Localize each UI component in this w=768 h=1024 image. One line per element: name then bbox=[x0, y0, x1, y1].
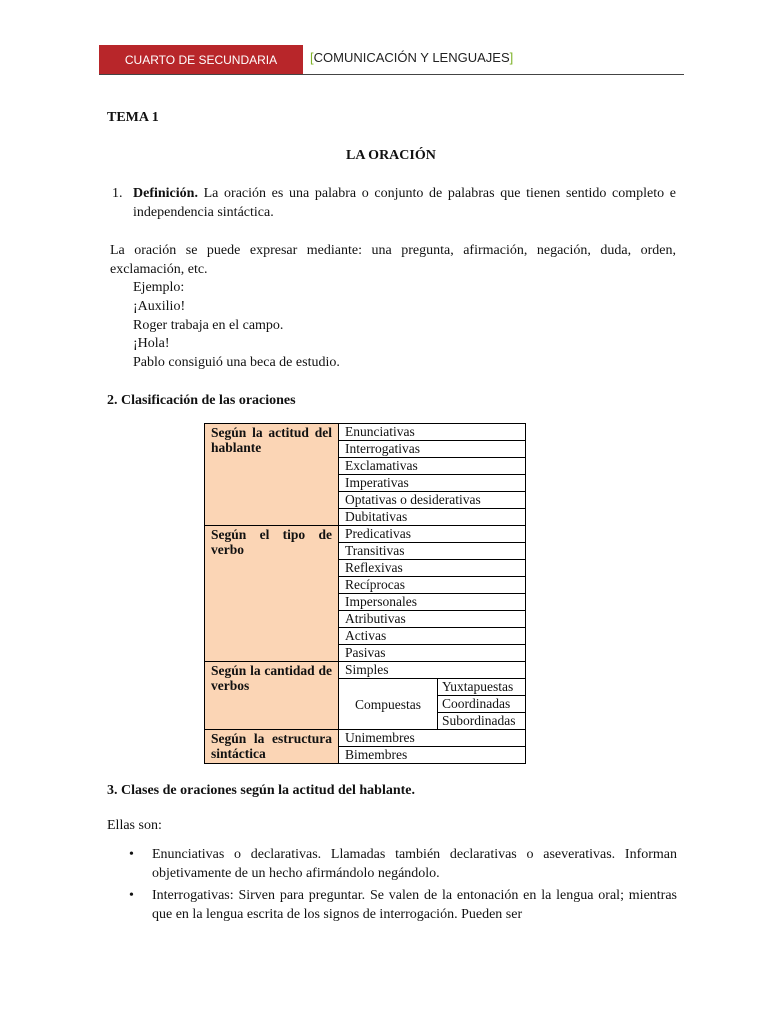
table-cell: Simples bbox=[339, 662, 526, 679]
category-tipo-verbo: Según el tipo de verbo bbox=[205, 526, 339, 662]
table-cell: Bimembres bbox=[339, 747, 526, 764]
page-title: LA ORACIÓN bbox=[346, 148, 436, 163]
definicion-number: 1. bbox=[112, 186, 123, 201]
definicion-text: La oración es una palabra o conjunto de palabras que tienen sentido completo e independencia sintáctica. bbox=[133, 186, 677, 220]
category-cantidad: Según la cantidad de verbos bbox=[205, 662, 339, 730]
list-item bbox=[107, 845, 677, 883]
table-cell: Yuxtapuestas bbox=[438, 679, 526, 696]
table-cell: Predicativas bbox=[339, 526, 526, 543]
ellas-son: Ellas son: bbox=[107, 818, 162, 833]
clasificacion-heading: 2. Clasificación de las oraciones bbox=[107, 393, 296, 408]
header-grade: CUARTO DE SECUNDARIA bbox=[124, 53, 278, 67]
table-cell: Impersonales bbox=[339, 594, 526, 611]
bullet-icon: • bbox=[129, 888, 134, 903]
ejemplo-label: Ejemplo: bbox=[133, 280, 185, 295]
table-cell: Reflexivas bbox=[339, 560, 526, 577]
definicion-paragraph bbox=[133, 184, 676, 222]
table-cell: Imperativas bbox=[339, 475, 526, 492]
table-cell: Recíprocas bbox=[339, 577, 526, 594]
table-cell: Optativas o desiderativas bbox=[339, 492, 526, 509]
header-subject bbox=[310, 50, 513, 65]
category-actitud: Según la actitud del hablante bbox=[205, 424, 339, 526]
ejemplo-item: ¡Auxilio! bbox=[133, 299, 186, 314]
category-estructura: Según la estructura sintáctica bbox=[205, 730, 339, 764]
table-cell: Subordinadas bbox=[438, 713, 526, 730]
bracket-close: ] bbox=[509, 50, 514, 65]
list-item-text: Interrogativas: Sirven para preguntar. Se valen de la entonación en la lengua oral; mientras que en la lengua escrita de los signos de interrogación. Pueden ser bbox=[152, 888, 677, 922]
ejemplo-item: ¡Hola! bbox=[133, 336, 170, 351]
table-cell: Coordinadas bbox=[438, 696, 526, 713]
list-item-text: Enunciativas o declarativas. Llamadas también declarativas o aseverativas. Informan objetivamente de un hecho afirmándolo negándolo. bbox=[152, 847, 677, 881]
header-rule bbox=[99, 74, 684, 75]
table-cell: Enunciativas bbox=[339, 424, 526, 441]
bracket-open: [ bbox=[310, 50, 314, 65]
tema-label: TEMA 1 bbox=[107, 110, 159, 125]
bullet-list bbox=[107, 845, 677, 927]
bullet-icon: • bbox=[129, 847, 134, 862]
table-cell: Atributivas bbox=[339, 611, 526, 628]
table-cell: Activas bbox=[339, 628, 526, 645]
ejemplo-item: Pablo consiguió una beca de estudio. bbox=[133, 355, 340, 370]
compuestas-cell: Compuestas bbox=[339, 679, 438, 730]
table-cell: Interrogativas bbox=[339, 441, 526, 458]
classification-table bbox=[204, 423, 526, 764]
table-cell: Pasivas bbox=[339, 645, 526, 662]
table-cell: Transitivas bbox=[339, 543, 526, 560]
table-cell: Exclamativas bbox=[339, 458, 526, 475]
expresar-paragraph: La oración se puede expresar mediante: una pregunta, afirmación, negación, duda, orden, exclamación, etc. bbox=[110, 243, 676, 277]
table-cell: Dubitativas bbox=[339, 509, 526, 526]
list-item bbox=[107, 886, 677, 924]
header-subject-label: COMUNICACIÓN Y LENGUAJES bbox=[313, 50, 510, 65]
table-cell: Unimembres bbox=[339, 730, 526, 747]
clases-heading: 3. Clases de oraciones según la actitud del hablante. bbox=[107, 783, 416, 798]
definicion-label: Definición. bbox=[133, 186, 198, 201]
ejemplo-item: Roger trabaja en el campo. bbox=[133, 318, 284, 333]
